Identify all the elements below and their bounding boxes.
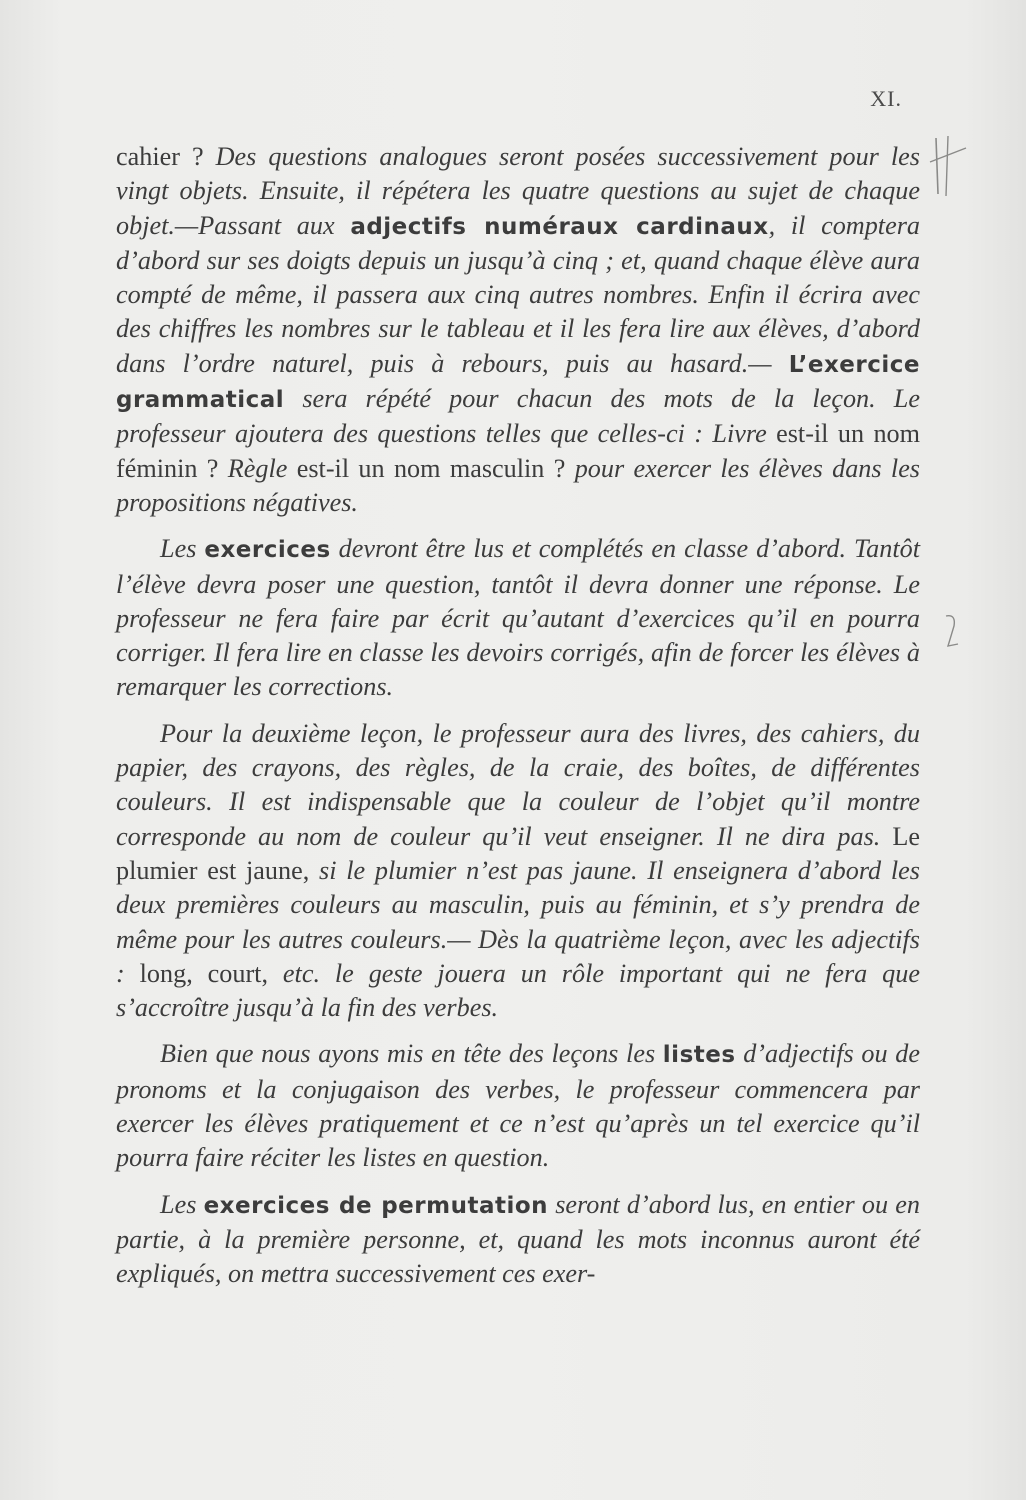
p1-run-5: L’exercice grammatical bbox=[116, 351, 920, 414]
p4-run-2: listes bbox=[662, 1042, 736, 1069]
body-text bbox=[116, 140, 920, 1292]
page-number: XI. bbox=[870, 86, 902, 111]
p3-run-3: si le plumier n’est pas jaune. Il enseignera d’abord les deux premières couleurs au masculin, puis au féminin, et s’y prendra de même pour les autres couleurs.— Dès la quatrième leçon, avec les adjectifs : bbox=[116, 855, 920, 988]
p1-run-11: pour exercer les élèves dans les propositions négatives. bbox=[116, 453, 921, 517]
p3-run-2: Le plumier est jaune, bbox=[116, 821, 920, 885]
p2-run-2: exercices bbox=[204, 537, 331, 564]
p2-run-3: devront être lus et complétés en classe d’abord. Tantôt l’élève devra poser une question, tantôt il devra donner une réponse. Le professeur ne fera faire par écrit qu’autant d’exercices qu’il en pourra corriger. Il fera lire en classe les devoirs corrigés, afin de forcer les élèves à remarquer les corrections. bbox=[116, 534, 920, 702]
p1-run-7: Livre bbox=[712, 419, 767, 449]
p1-run-10: est-il un nom masculin ? bbox=[287, 453, 575, 483]
p1-run-8: est-il un nom féminin ? bbox=[116, 419, 920, 483]
p1-run-2: Des questions analogues seront posées successivement pour les vingt objets. Ensuite, il répétera les quatre questions au sujet de chaque objet.—Passant aux bbox=[116, 142, 920, 240]
p3-run-5: etc. le geste jouera un rôle important qui ne fera que s’accroître jusqu’à la fin des verbes. bbox=[116, 958, 920, 1023]
p4-run-1: Bien que nous ayons mis en tête des leçons les bbox=[160, 1039, 663, 1069]
pencil-annotation-mark bbox=[926, 134, 970, 200]
p1-run-9: Règle bbox=[227, 453, 288, 483]
p5-run-1: Les bbox=[160, 1189, 204, 1219]
paragraph-5 bbox=[116, 1188, 920, 1292]
p2-run-1: Les bbox=[160, 534, 205, 564]
paragraph-2 bbox=[116, 532, 920, 704]
p1-run-4: , il comptera d’abord sur ses doigts depuis un jusqu’à cinq ; et, quand chaque élève aura compté de même, il passera aux cinq autres nombres. Enfin il écrira avec des chiffres les nombres sur le tableau et il les fera lire aux élèves, d’abord dans l’ordre naturel, puis à rebours, puis au hasard.— bbox=[116, 210, 920, 378]
p5-run-3: seront d’abord lus, en entier ou en partie, à la première personne, et, quand les mots inconnus auront été expliqués, on mettra successivement ces exer- bbox=[116, 1189, 920, 1289]
p5-run-2: exercices de permutation bbox=[203, 1192, 549, 1219]
p4-run-3: d’adjectifs ou de pronoms et la conjugaison des verbes, le professeur commencera par exercer les élèves pratiquement et ce n’est qu’après un tel exercice qu’il pourra faire réciter les listes en question. bbox=[116, 1039, 920, 1173]
p1-run-6: sera répété pour chacun des mots de la leçon. Le professeur ajoutera des questions telles que celles-ci : bbox=[116, 384, 920, 449]
pencil-margin-mark bbox=[942, 612, 962, 652]
paragraph-3 bbox=[116, 717, 920, 1026]
p1-run-1: cahier ? bbox=[116, 142, 216, 171]
paragraph-4 bbox=[116, 1037, 920, 1175]
p3-run-1: Pour la deuxième leçon, le professeur aura des livres, des cahiers, du papier, des crayons, des règles, de la craie, des boîtes, de différentes couleurs. Il est indispensable que la couleur de l’objet qu’il montre corresponde au nom de couleur qu’il veut enseigner. Il ne dira pas. bbox=[116, 718, 920, 851]
p1-run-3: adjectifs numéraux cardinaux bbox=[350, 213, 769, 240]
p3-run-4: long, court, bbox=[139, 958, 269, 988]
paragraph-1 bbox=[116, 140, 920, 520]
